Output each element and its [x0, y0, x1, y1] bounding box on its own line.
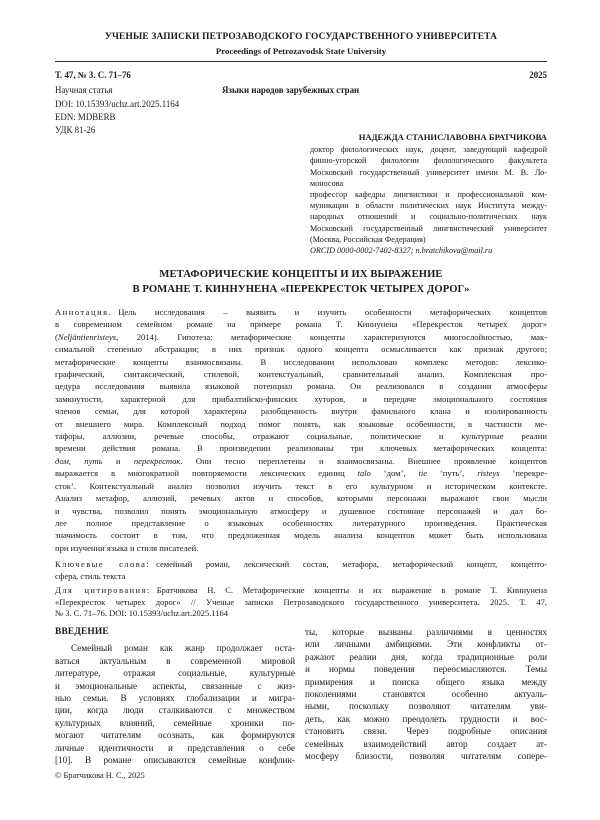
text-line: [55, 430, 547, 442]
text-line: [305, 700, 547, 712]
edn: EDN: MDBERB: [55, 112, 116, 122]
text-line: [55, 704, 295, 716]
intro-column-right: [305, 626, 547, 762]
text-segment: деть, как можно преодолеть трудности и вос-: [305, 713, 547, 724]
text-segment: примирения и поиска общего языка между: [305, 676, 547, 687]
text-segment: замкнутости, характерной для прибалтийско-финских хуторов, и передаче эмоционального состояния: [55, 393, 547, 404]
text-line: [305, 713, 547, 725]
text-segment: и нормы поведения переосмысляются. Темы: [305, 664, 547, 675]
text-segment: Братчикова Н. С. Метафорические концепты и их выражение в романе Т. Киннунена: [156, 585, 547, 595]
text-segment: или личными амбициями. Эти конфликты от-: [305, 639, 547, 650]
text-line: [55, 356, 547, 368]
text-line: [310, 223, 547, 234]
volume-year-row: [55, 69, 547, 82]
text-line: [305, 688, 547, 700]
text-segment: ‘дом’,: [370, 468, 419, 479]
text-line: [310, 144, 547, 155]
text-line: [55, 529, 547, 541]
text-line: [55, 542, 547, 554]
text-segment: ции, когда люди сталкиваются с множеством: [55, 705, 295, 716]
text-line: [55, 467, 547, 479]
text-segment: сток’. Контекстуальный анализ позволил изучить текст в его культурном и историческом контексте.: [55, 480, 547, 491]
author-block: [310, 132, 547, 256]
text-segment: , 2014). Гипотеза: метафорические концепты характеризуются многослойностью, мак-: [116, 331, 547, 342]
text-segment: графический, синтаксический, стилевой, контекстуальный, сравнительный анализ. Комплексная про-: [55, 369, 547, 380]
text-segment: моносова: [310, 178, 344, 188]
article-title: [55, 268, 547, 297]
text-line: [310, 189, 547, 200]
introduction-heading: ВВЕДЕНИЕ: [55, 627, 109, 637]
text-segment: времени действия романа. В произведении реализованы три ключевых метафорических концепта:: [55, 443, 547, 454]
text-segment: и эмоциональные аспекты, связанные с жиз-: [55, 680, 295, 691]
text-line: [55, 597, 547, 609]
text-segment: Аннотация.: [55, 307, 113, 317]
text-line: [55, 405, 547, 417]
text-line: [305, 750, 547, 762]
text-line: [305, 676, 547, 688]
text-segment: поколениями становятся особенно актуаль-: [305, 689, 547, 700]
text-segment: [10]. В романе описываются семейные конфлик-: [55, 755, 295, 766]
volume-pages: Т. 47, № 3. С. 71–76: [55, 70, 131, 80]
text-segment: «Перекресток четырех дорог» // Ученые записки Петрозаводского государственного университета. 2025. Т. 47,: [55, 596, 547, 607]
text-line: [305, 638, 547, 650]
text-segment: Семейный роман как жанр продолжает оста-: [71, 643, 295, 654]
text-segment: Ключевые слова:: [55, 559, 151, 569]
doi: DOI: 10.15393/uchz.art.2025.1164: [55, 99, 180, 109]
article-type-row: [55, 84, 547, 97]
text-line: [55, 717, 295, 729]
text-line: [305, 725, 547, 737]
text-line: [55, 331, 547, 343]
text-segment: tie: [418, 468, 428, 479]
text-line: [55, 729, 295, 741]
text-segment: и: [102, 455, 134, 466]
text-segment: и чувства, позволил понять эмоциональную атмосферу и душевное состояние персонажей и дал бо-: [55, 505, 547, 516]
text-segment: сфера, стиль текста: [55, 570, 126, 581]
text-segment: мосферу близости, позволяя читателям сопере-: [305, 751, 547, 762]
author-name: НАДЕЖДА СТАНИСЛАВОВНА БРАТЧИКОВА: [358, 132, 547, 142]
text-segment: (Москва, Российская Федерация): [310, 234, 426, 244]
text-segment: метафорические концепты взаимосвязаны. В исследовании использован комплекс методов: лексико-: [55, 356, 547, 367]
udc: УДК 81-26: [55, 125, 96, 135]
text-line: [55, 642, 295, 654]
text-line: [305, 738, 547, 750]
text-line: [55, 585, 547, 597]
text-segment: Московский государственный лингвистический университет: [310, 223, 547, 233]
text-segment: культурных влияний, семейные хроники по-: [55, 717, 295, 728]
text-segment: личные идентичности и представления о себе: [55, 742, 295, 753]
text-line: [310, 178, 547, 189]
text-segment: выражается в многократной повторяемости лексических единиц: [55, 468, 358, 479]
text-line: [310, 200, 547, 211]
text-line: [55, 368, 547, 380]
text-line: [55, 393, 547, 405]
text-line: [55, 608, 547, 620]
text-segment: ‘перекре-: [499, 468, 548, 479]
text-segment: ‘путь’,: [427, 468, 478, 479]
text-segment: значимость состоит в том, что предложенная модель анализа концептов может быть использована: [55, 530, 547, 541]
text-segment: Московский государственный университет имени М. В. Ло-: [310, 167, 547, 177]
header-divider: [55, 61, 547, 62]
text-segment: ваться актуальным в современной мировой: [55, 655, 295, 666]
text-line: [55, 492, 547, 504]
text-segment: при изучении языка и стиля писателей.: [55, 542, 199, 553]
text-segment: симальной степенью абстракции; в них признак одного концепта осмысливается как признак другого;: [55, 344, 547, 355]
text-line: [55, 343, 547, 355]
text-line: [310, 245, 547, 256]
text-line: [55, 455, 547, 467]
text-line: [55, 306, 547, 318]
text-segment: от внешнего мира. Комплексный подход помог понять, как языковые особенности, в частности ме-: [55, 418, 547, 429]
text-segment: (: [55, 331, 58, 342]
journal-title-ru: УЧЕНЫЕ ЗАПИСКИ ПЕТРОЗАВОДСКОГО ГОСУДАРСТВЕННОГО УНИВЕРСИТЕТА: [104, 32, 498, 42]
intro-text-left: [55, 642, 295, 766]
intro-column-left: [55, 626, 295, 766]
text-line: [55, 692, 295, 704]
text-line: [305, 651, 547, 663]
citation: [55, 585, 547, 620]
text-line: [55, 380, 547, 392]
text-line: [305, 663, 547, 675]
text-segment: talo: [357, 468, 371, 479]
text-segment: в современном семейном романе на примере романа Т. Киннунена «Перекресток четырех дорог»: [55, 319, 547, 330]
text-segment: профессор кафедры лингвистики и профессиональной ком-: [310, 190, 547, 200]
text-segment: ORCID 0000-0002-7402-8327; n.bratchikova@mail.ru: [310, 246, 493, 256]
article-type: Научная статья: [55, 85, 113, 95]
text-segment: Цель исследования – выявить и изучить особенности метафорических концептов: [118, 307, 547, 317]
text-segment: могают читателям осознать, как формируются: [55, 730, 295, 741]
year: 2025: [529, 70, 547, 80]
text-segment: ты, которые вызваны различиями в ценностях: [305, 627, 547, 637]
text-segment: risteys: [477, 468, 500, 479]
text-segment: народных отношений и социально-политических наук: [310, 212, 547, 222]
text-segment: членов семьи, для которой характерны разобщенность внутри фамильного клана и изолированность: [55, 406, 547, 417]
text-segment: литературе, отражая социальные, культурные: [55, 668, 295, 679]
text-line: [55, 571, 547, 583]
text-segment: финно-угорской филологии филологического факультета: [310, 156, 547, 166]
keywords: [55, 559, 547, 582]
text-segment: семейный роман, лексический состав, метафора, метафорический концепт, концепто-: [156, 559, 547, 569]
text-line: [55, 559, 547, 571]
text-line: [55, 655, 295, 667]
text-segment: № 3. С. 71–76. DOI: 10.15393/uchz.art.2025.1164: [55, 608, 229, 619]
text-segment: Для цитирования:: [55, 585, 151, 595]
text-segment: перекресток: [133, 455, 181, 466]
text-segment: Neljäntienristeys: [57, 331, 117, 342]
copyright: © Братчикова Н. С., 2025: [55, 771, 145, 780]
text-line: [55, 742, 295, 754]
text-segment: . Они тесно переплетены и взаимосвязаны. Внешнее проявление концептов: [180, 455, 547, 466]
text-segment: доктор филологических наук, доцент, заведующий кафедрой: [310, 145, 547, 155]
text-line: [55, 418, 547, 430]
text-line: [55, 754, 295, 766]
text-line: [55, 517, 547, 529]
article-title-line-2: В РОМАНЕ Т. КИННУНЕНА «ПЕРЕКРЕСТОК ЧЕТЫРЕХ ДОРОГ»: [132, 283, 470, 295]
text-segment: нью семьи. В условиях глобализации и мигра-: [55, 693, 295, 704]
text-line: [55, 480, 547, 492]
text-segment: тафоры, аллюзии, речевые способы, отражают социальные, политические и культурные реалии: [55, 431, 547, 442]
text-segment: становить связи. Через подробные описания: [305, 726, 547, 737]
text-line: [310, 234, 547, 245]
text-segment: семейных взаимодействий автор создает ат-: [305, 738, 547, 749]
text-line: [55, 318, 547, 330]
text-segment: муникации в области политических наук Института между-: [310, 201, 547, 211]
article-title-line-1: МЕТАФОРИЧЕСКИЕ КОНЦЕПТЫ И ИХ ВЫРАЖЕНИЕ: [159, 269, 443, 280]
abstract: [55, 306, 547, 554]
author-affiliation: [310, 144, 547, 256]
text-line: [55, 442, 547, 454]
text-line: [305, 626, 547, 638]
text-segment: дом, путь: [55, 455, 103, 466]
rubric: Языки народов зарубежных стран: [222, 85, 360, 95]
text-line: [310, 155, 547, 166]
text-line: [310, 167, 547, 178]
text-segment: ражают реалии дня, когда традиционные роли: [305, 651, 547, 662]
text-line: [55, 505, 547, 517]
text-line: [55, 667, 295, 679]
text-segment: цедура исследования выявила языковой потенциал романа. Он реализовался в создании атмосферы: [55, 381, 547, 392]
text-line: [55, 680, 295, 692]
text-line: [310, 211, 547, 222]
text-segment: лее полное представление о языковых особенностях литературного произведения. Практическая: [55, 517, 547, 528]
journal-title-en: Proceedings of Petrozavodsk State University: [215, 46, 387, 56]
intro-text-right: [305, 626, 547, 762]
text-segment: Анализ метафор, аллюзий, речевых актов и способов, которыми персонажи выражают свои мысли: [55, 493, 547, 504]
text-segment: ными, поскольку позволяют читателям уви-: [305, 701, 547, 712]
